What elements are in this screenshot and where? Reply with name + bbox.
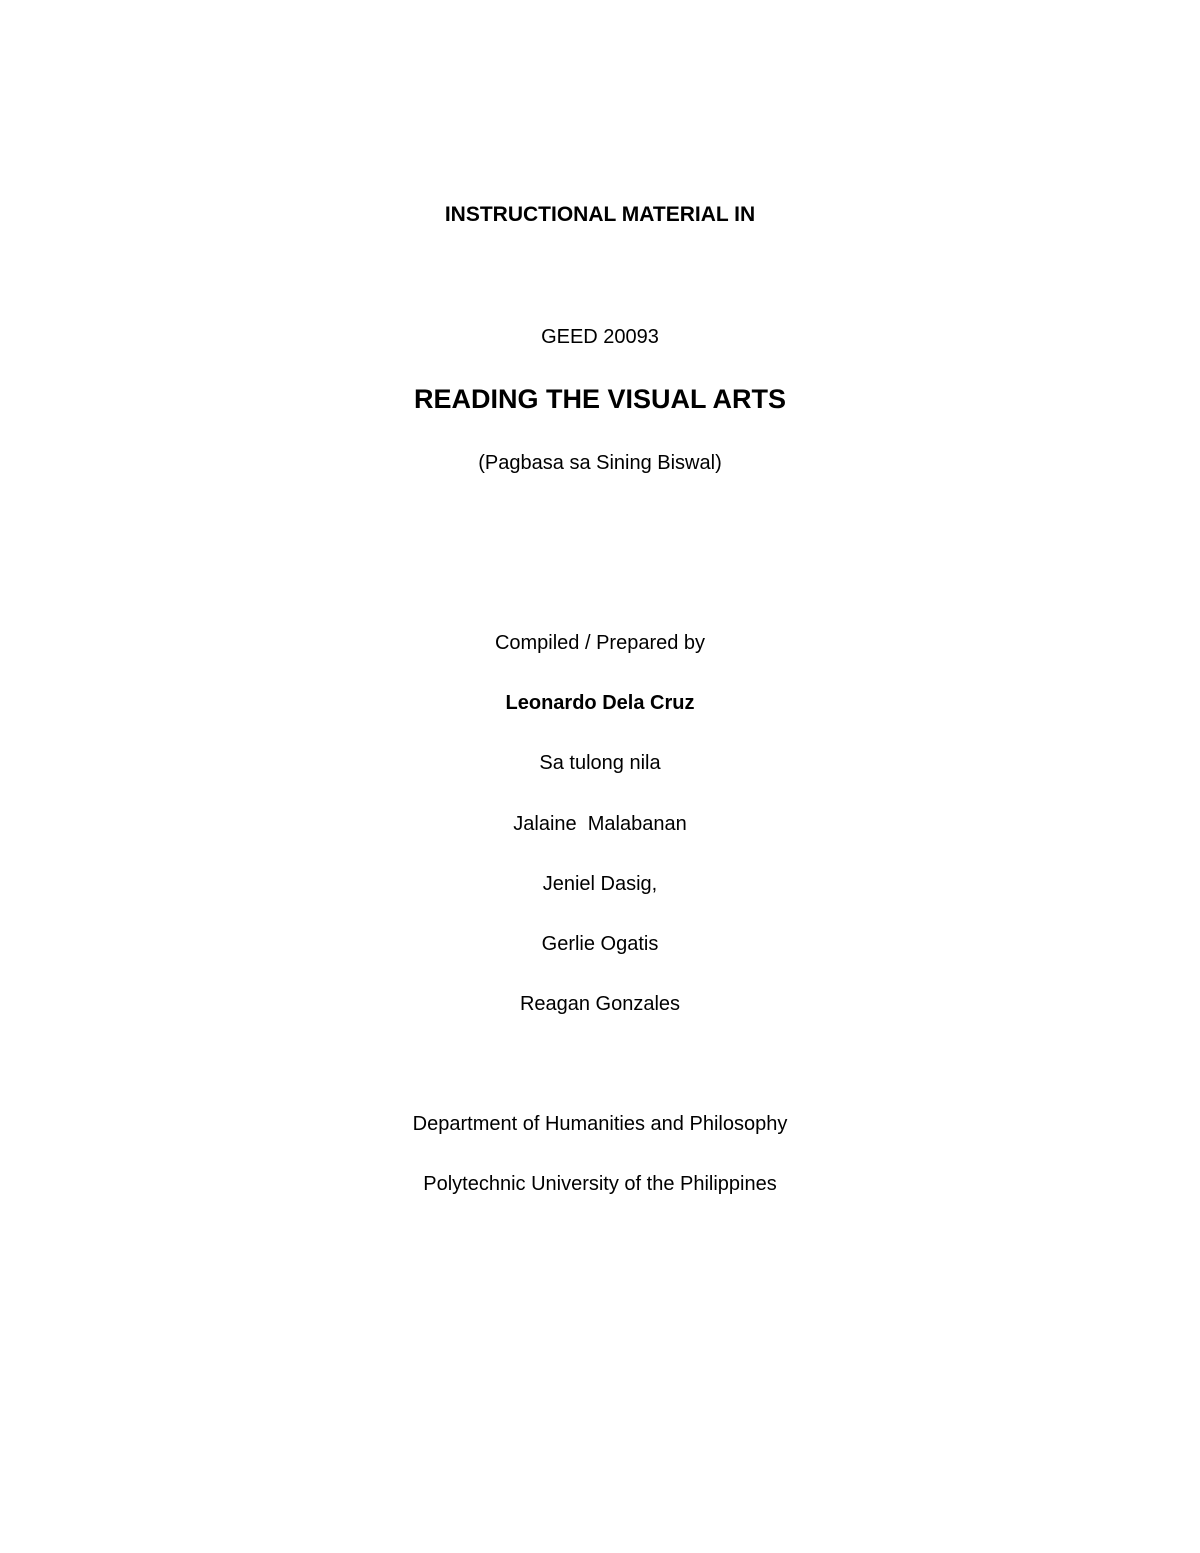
material-label: INSTRUCTIONAL MATERIAL IN (444, 203, 756, 226)
assist-label: Sa tulong nila (539, 752, 661, 774)
university-name: Polytechnic University of the Philippines (423, 1173, 777, 1195)
page-title: READING THE VISUAL ARTS (413, 384, 787, 414)
course-code: GEED 20093 (541, 326, 659, 348)
department-name: Department of Humanities and Philosophy (412, 1113, 788, 1135)
contributor-name: Gerlie Ogatis (541, 933, 659, 955)
prepared-by-label: Compiled / Prepared by (494, 632, 706, 654)
contributor-name: Jalaine Malabanan (513, 813, 687, 835)
contributor-name: Reagan Gonzales (519, 993, 681, 1015)
author-name: Leonardo Dela Cruz (505, 692, 695, 714)
course-subtitle: (Pagbasa sa Sining Biswal) (478, 452, 722, 474)
contributor-name: Jeniel Dasig, (542, 873, 658, 895)
